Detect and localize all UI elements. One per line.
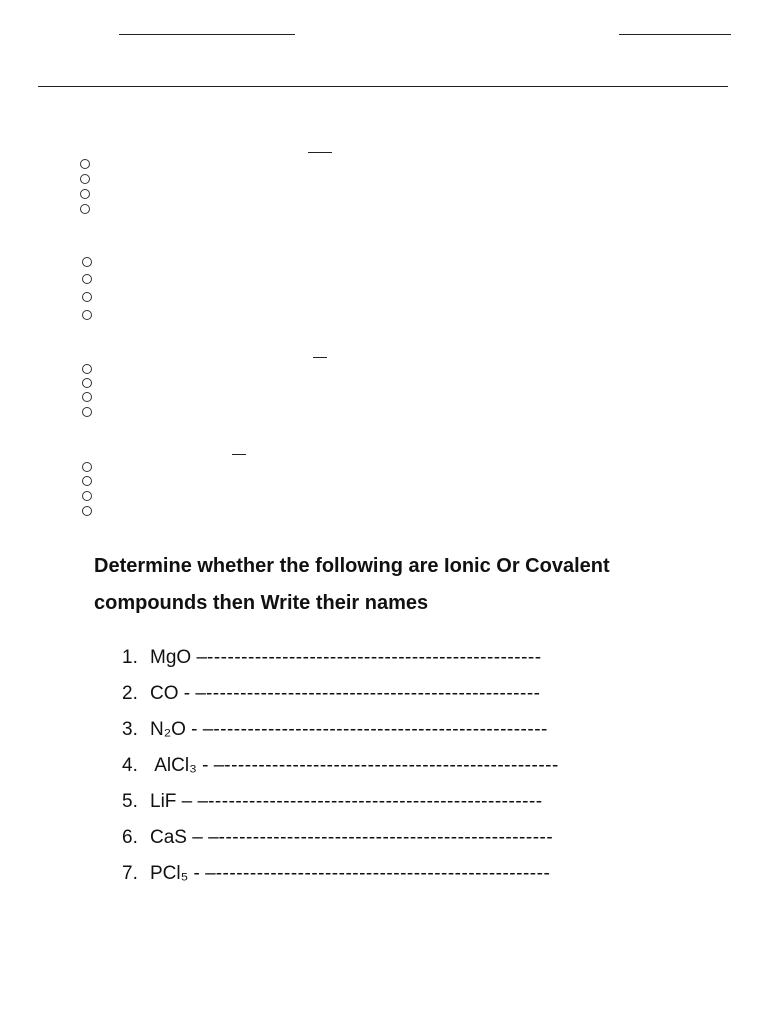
- answer-blank[interactable]: -------------------------------------------------: [224, 755, 559, 776]
- item-number: 4.: [122, 755, 138, 776]
- instructions-heading: [94, 548, 754, 622]
- item-number: 1.: [122, 647, 138, 668]
- question-2-option-b-radio[interactable]: [82, 274, 92, 284]
- item-compound: CaS – –: [150, 827, 219, 848]
- item-compound: CO - –: [150, 683, 206, 704]
- question-1-short-line: [308, 152, 332, 153]
- question-1-option-c-radio[interactable]: [80, 189, 90, 199]
- compound-item-3: [122, 716, 559, 752]
- compound-list: [122, 644, 559, 896]
- question-4-option-b-radio[interactable]: [82, 476, 92, 486]
- question-4-option-d-radio[interactable]: [82, 506, 92, 516]
- header-blank-left: [119, 34, 295, 35]
- compound-item-6: [122, 824, 559, 860]
- question-4-option-c-radio[interactable]: [82, 491, 92, 501]
- compound-item-4: [122, 752, 559, 788]
- item-number: 5.: [122, 791, 138, 812]
- answer-blank[interactable]: -------------------------------------------------: [208, 791, 543, 812]
- answer-blank[interactable]: -------------------------------------------------: [218, 827, 554, 848]
- compound-item-5: [122, 788, 559, 824]
- answer-blank[interactable]: -------------------------------------------------: [213, 719, 548, 740]
- question-4-option-a-radio[interactable]: [82, 462, 92, 472]
- item-compound: N₂O - –: [150, 719, 214, 740]
- item-compound: PCl₅ - –: [150, 863, 216, 884]
- answer-blank[interactable]: -------------------------------------------------: [207, 647, 542, 668]
- question-3-option-c-radio[interactable]: [82, 392, 92, 402]
- item-compound: AlCl₃ - –: [150, 755, 225, 776]
- item-compound: LiF – –: [150, 791, 209, 812]
- question-1-option-d-radio[interactable]: [80, 204, 90, 214]
- compound-item-7: [122, 860, 559, 896]
- question-3-short-line: [313, 357, 327, 358]
- question-2-option-c-radio[interactable]: [82, 292, 92, 302]
- answer-blank[interactable]: -------------------------------------------------: [205, 683, 541, 704]
- question-1-option-b-radio[interactable]: [80, 174, 90, 184]
- item-number: 3.: [122, 719, 138, 740]
- question-3-option-b-radio[interactable]: [82, 378, 92, 388]
- question-3-option-a-radio[interactable]: [82, 364, 92, 374]
- question-2-option-d-radio[interactable]: [82, 310, 92, 320]
- instructions-heading-line-1: Determine whether the following are Ionic Or Covalent: [94, 555, 610, 577]
- header-divider: [38, 86, 728, 87]
- question-1-option-a-radio[interactable]: [80, 159, 90, 169]
- instructions-heading-line-2: compounds then Write their names: [94, 592, 429, 614]
- item-number: 2.: [122, 683, 138, 704]
- question-2-option-a-radio[interactable]: [82, 257, 92, 267]
- compound-item-2: [122, 680, 559, 716]
- item-number: 6.: [122, 827, 138, 848]
- compound-item-1: [122, 644, 559, 680]
- header-blank-right: [619, 34, 731, 35]
- question-3-option-d-radio[interactable]: [82, 407, 92, 417]
- answer-blank[interactable]: -------------------------------------------------: [215, 863, 551, 884]
- item-number: 7.: [122, 863, 138, 884]
- question-4-short-line: [232, 454, 246, 455]
- item-compound: MgO –: [150, 647, 208, 668]
